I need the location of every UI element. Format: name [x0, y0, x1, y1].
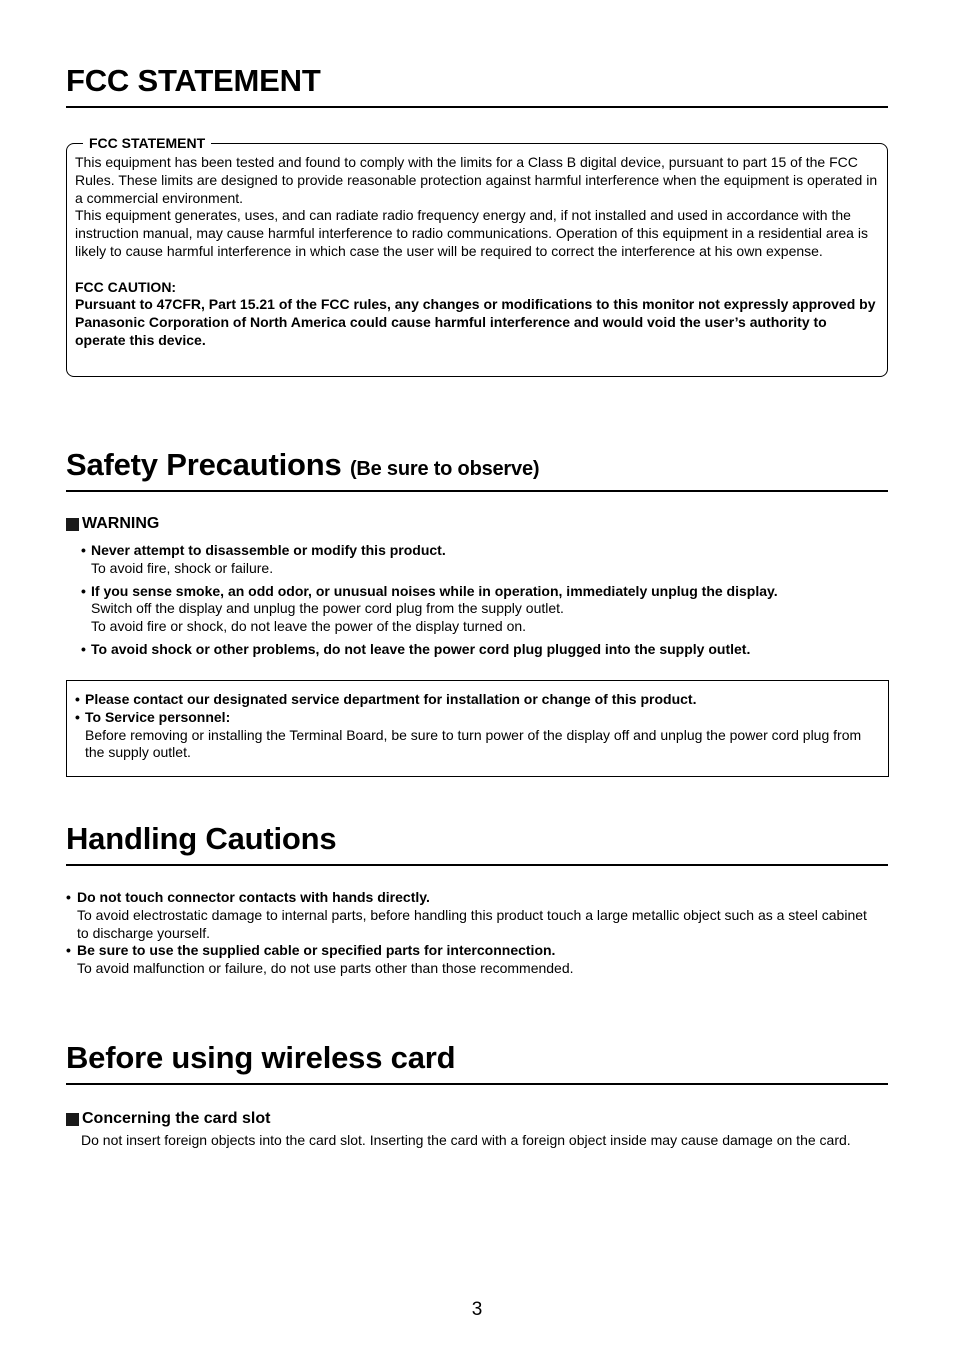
safety-section-title: Safety Precautions: [66, 447, 342, 482]
handling-list: [66, 889, 876, 978]
bullet-icon: •: [81, 582, 86, 599]
handling-item-text: To avoid malfunction or failure, do not use parts other than those recommended.: [77, 960, 574, 977]
warning-item-head: If you sense smoke, an odd odor, or unusual noises while in operation, immediately unplug the display.: [91, 582, 778, 599]
service-line-2-text: To Service personnel:: [85, 708, 231, 725]
service-notice-box: [66, 680, 889, 777]
fcc-paragraph-1: This equipment has been tested and found to comply with the limits for a Class B digital device, pursuant to part 15 of the FCC Rules. These limits are designed to provide reasonable protection against harmful interference when the equipment is operated in a commercial environment.: [75, 154, 878, 206]
handling-item: [66, 942, 876, 978]
warning-item: [81, 542, 881, 578]
handling-item-head: Do not touch connector contacts with hands directly.: [77, 889, 430, 905]
square-bullet-icon: [66, 518, 79, 531]
bullet-icon: •: [75, 691, 80, 707]
service-line-1: [75, 691, 878, 709]
safety-section-title-wrap: [66, 448, 888, 482]
handling-section-title: Handling Cautions: [66, 821, 337, 856]
handling-item-text: To avoid electrostatic damage to internal parts, before handling this product touch a large metallic object such as a steel cabinet to discharge yourself.: [77, 906, 867, 941]
safety-section-header: [66, 448, 888, 492]
fcc-caution-title: FCC CAUTION:: [75, 278, 177, 295]
safety-section-subtitle: (Be sure to observe): [349, 458, 540, 480]
warning-item-line: To avoid fire or shock, do not leave the power of the display turned on.: [91, 618, 527, 635]
warning-heading: [66, 515, 159, 533]
wireless-section-title: Before using wireless card: [66, 1040, 456, 1075]
fcc-section-header: [66, 64, 888, 108]
service-line-3-text: Before removing or installing the Terminal Board, be sure to turn power of the display off and unplug the power cord plug from the supply outlet.: [85, 726, 862, 761]
fcc-box-legend: FCC STATEMENT: [83, 135, 211, 151]
bullet-icon: •: [81, 542, 86, 558]
handling-item-head: Be sure to use the supplied cable or specified parts for interconnection.: [77, 942, 556, 959]
fcc-statement-box: [66, 135, 888, 377]
bullet-icon: •: [66, 889, 71, 905]
warning-item: [81, 583, 881, 636]
wireless-section-header: [66, 1041, 888, 1085]
handling-section-header: [66, 822, 888, 866]
handling-item: [66, 889, 876, 942]
service-line-2: [75, 709, 878, 727]
bullet-icon: •: [81, 640, 86, 657]
card-slot-text: Do not insert foreign objects into the card slot. Inserting the card with a foreign object inside may cause damage on the card.: [81, 1132, 851, 1148]
fcc-caution-text: Pursuant to 47CFR, Part 15.21 of the FCC rules, any changes or modifications to this monitor not expressly approved by Panasonic Corporation of North America could cause harmful interference and would void the user’s authority to operate this device.: [75, 296, 876, 348]
card-slot-heading-label: Concerning the card slot: [82, 1110, 271, 1127]
warning-list: [81, 542, 881, 664]
warning-item-line: Switch off the display and unplug the power cord plug from the supply outlet.: [91, 600, 564, 617]
warning-item-head: To avoid shock or other problems, do not leave the power cord plug plugged into the supply outlet.: [91, 640, 751, 657]
bullet-icon: •: [66, 942, 71, 959]
warning-item-line: To avoid fire, shock or failure.: [91, 559, 274, 576]
bullet-icon: •: [75, 708, 80, 725]
warning-item: [81, 641, 881, 659]
warning-item-head: Never attempt to disassemble or modify this product.: [91, 542, 446, 558]
service-line-1-text: Please contact our designated service department for installation or change of this product.: [85, 691, 697, 707]
fcc-box-body: [75, 154, 879, 350]
card-slot-heading: [66, 1110, 270, 1128]
page-number: 3: [471, 1299, 483, 1320]
fcc-paragraph-2: This equipment generates, uses, and can radiate radio frequency energy and, if not installed and used in accordance with the instruction manual, may cause harmful interference to radio communications. Operation of this equipment in a residential area is likely to cause harmful interference in which case the user will be required to correct the interference at his own expense.: [75, 207, 868, 259]
square-bullet-icon: [66, 1113, 79, 1126]
fcc-section-title: FCC STATEMENT: [66, 63, 321, 98]
warning-heading-label: WARNING: [82, 515, 160, 532]
service-notice-body: [75, 691, 878, 762]
service-line-3: [75, 727, 878, 763]
